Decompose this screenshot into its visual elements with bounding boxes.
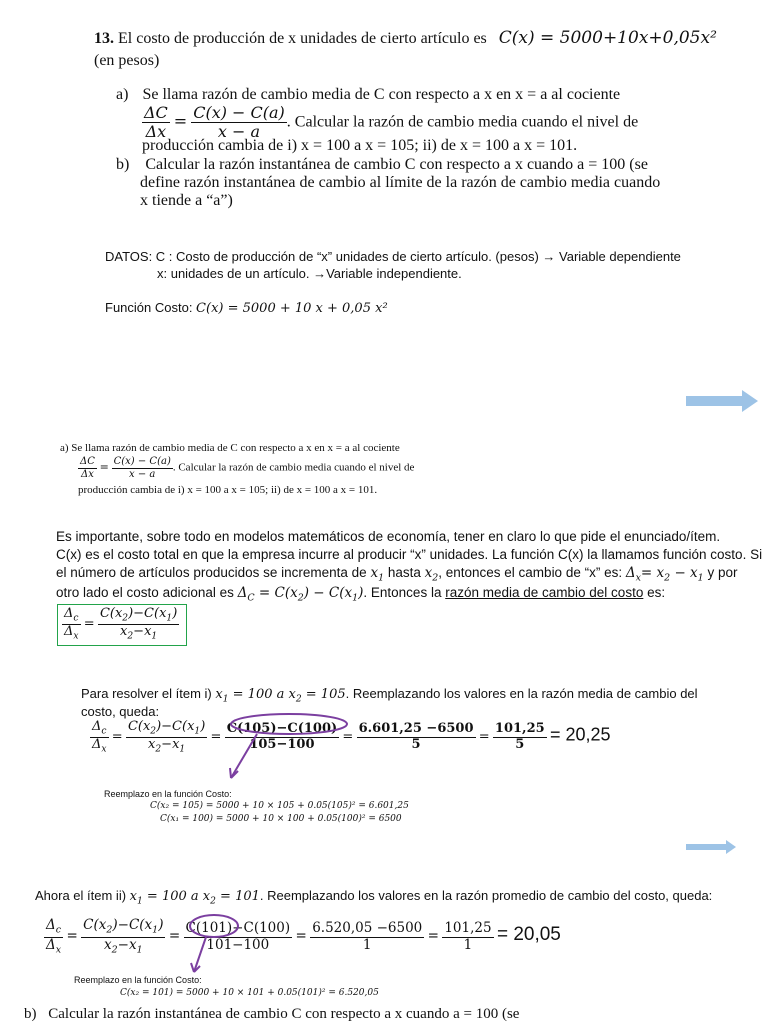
funcion-costo-expr: C(x) = 5000 + 10 x + 0,05 x² bbox=[196, 301, 388, 316]
item-i-note-title: Reemplazo en la función Costo: bbox=[104, 789, 232, 799]
cost-formula: C(x) = 5000+10x+0,05x² bbox=[498, 28, 717, 48]
units-note: (en pesos) bbox=[94, 52, 160, 69]
item-a-label: a) bbox=[116, 86, 129, 103]
item-i-note-1: C(x₂ = 105) = 5000 + 10 × 105 + 0.05(105)² = 6.601,25 bbox=[150, 801, 409, 811]
explanation-line1: Es importante, sobre todo en modelos matemáticos de economía, tener en claro lo que pide el enunciado/ítem. bbox=[56, 529, 721, 544]
excerpt-line2: $\frac{\Delta C}{\Delta x}$ = $\frac{C(x) - C(a)}{x - a}$ . Calcular la razón de cambio media cuando el nivel de bbox=[80, 456, 415, 480]
item-b-label: b) bbox=[116, 156, 130, 173]
item-ii-equation: $\frac{\Delta_c}{\Delta_x}$ = $\frac{C(x_2)-C(x_1)}{x_2-x_1}$ = $\frac{C(101)-C(100)}{101-100}$ = $\frac{6.520,05 -6500}{1}$ = $\frac{101,25}{1}$ = 20,05 bbox=[46, 917, 561, 956]
item-i-result: = 20,25 bbox=[549, 724, 611, 745]
datos-line2: x: unidades de un artículo. →Variable independiente. bbox=[157, 266, 462, 281]
item-ii-note-title: Reemplazo en la función Costo: bbox=[74, 975, 202, 985]
item-ii-step2: $\frac{101,25}{1}$ bbox=[444, 920, 492, 953]
item-i-line2: costo, queda: bbox=[81, 704, 160, 719]
highlight-circle-i bbox=[225, 712, 355, 784]
problem-intro: El costo de producción de x unidades de cierto artículo es bbox=[118, 30, 487, 47]
box-cost-fraction: $\frac{C(x_2)-C(x_1)}{x_2-x_1}$ bbox=[99, 606, 178, 642]
item-a-text: Se llama razón de cambio media de C con respecto a x en x = a al cociente bbox=[142, 86, 621, 103]
right-arrow-icon bbox=[686, 390, 758, 412]
item-i-line1: Para resolver el ítem i) $x_1 = 100$ a $x_2 = 105$. Reemplazando los valores en la razón media de cambio del bbox=[81, 686, 698, 705]
explanation-line2: C(x) es el costo total en que la empresa incurre al producir “x” unidades. La función C(x) la llamamos función costo. Si bbox=[56, 547, 763, 562]
item-a-line2: $\frac{\Delta C}{\Delta x}$ = $\frac{C(x) - C(a)}{x - a}$ . Calcular la razón de cambio media cuando el nivel de bbox=[144, 103, 639, 142]
excerpt-line1: a) Se llama razón de cambio media de C con respecto a x en x = a al cociente bbox=[60, 442, 400, 454]
right-arrow-icon bbox=[686, 840, 736, 854]
explanation-line3: el número de artículos producidos se incrementa de $x_1$ hasta $x_2$, entonces el cambio de “x” es: $\Delta_x= x_2 - x_1$ y por bbox=[56, 565, 738, 584]
item-b-line2: define razón instantánea de cambio al límite de la razón de cambio media cuando bbox=[140, 174, 661, 191]
item-ii-line1: Ahora el ítem ii) $x_1 = 100$ a $x_2 = 101$. Reemplazando los valores en la razón promedio de cambio del costo, queda: bbox=[35, 888, 713, 907]
item-ii-step1: $\frac{6.520,05 -6500}{1}$ bbox=[312, 920, 423, 953]
excerpt-delta-fraction: $\frac{\Delta C}{\Delta x}$ bbox=[80, 456, 95, 480]
average-rate-box: $\frac{\Delta_c}{\Delta_x}$ = $\frac{C(x_2)-C(x_1)}{x_2-x_1}$ bbox=[57, 604, 187, 646]
item-a-after: . Calcular la razón de cambio media cuando el nivel de bbox=[286, 113, 639, 131]
excerpt-line3: producción cambia de i) x = 100 a x = 105; ii) de x = 100 a x = 101. bbox=[78, 484, 378, 496]
item-ii-result: = 20,05 bbox=[496, 924, 561, 946]
explanation-line4: otro lado el costo adicional es $\Delta_C = C(x_2) - C(x_1)$. Entonces la razón media de cambio del costo es: bbox=[56, 585, 666, 604]
item-i-step2: $\frac{101,25}{5}$ bbox=[494, 721, 545, 753]
item-b-line1: b) Calcular la razón instantánea de cambio C con respecto a x cuando a = 100 (se bbox=[116, 156, 648, 173]
item-i-equation: $\frac{\Delta_c}{\Delta_x}$ = $\frac{C(x_2)-C(x_1)}{x_2-x_1}$ = $\frac{C(105)-C(100)}{105-100}$ = $\frac{6.601,25 -6500}{5}$ = $\frac{101,25}{5}$ = 20,25 bbox=[92, 719, 611, 755]
highlight-circle-ii bbox=[186, 912, 246, 978]
delta-ratio-fraction: $\frac{\Delta C}{\Delta x}$ bbox=[144, 103, 168, 142]
quotient-fraction: $\frac{C(x) - C(a)}{x - a}$ bbox=[193, 103, 285, 142]
razon-media-link: razón media de cambio del costo bbox=[445, 585, 644, 600]
item-ii-note-1: C(x₂ = 101) = 5000 + 10 × 101 + 0.05(101)² = 6.520,05 bbox=[120, 988, 379, 998]
bottom-item-b: b) Calcular la razón instantánea de cambio C con respecto a x cuando a = 100 (se bbox=[24, 1006, 520, 1022]
problem-number: 13. bbox=[94, 30, 114, 47]
item-b-line3: x tiende a “a”) bbox=[140, 192, 233, 209]
item-i-step1: $\frac{6.601,25 -6500}{5}$ bbox=[358, 721, 474, 753]
item-a-line3: producción cambia de i) x = 100 a x = 105; ii) de x = 100 a x = 101. bbox=[142, 137, 578, 154]
funcion-costo: Función Costo: C(x) = 5000 + 10 x + 0,05 x² bbox=[105, 300, 388, 316]
excerpt-quotient-fraction: $\frac{C(x) - C(a)}{x - a}$ bbox=[113, 456, 171, 480]
item-a-line1 bbox=[116, 86, 620, 104]
problem-title bbox=[94, 28, 717, 48]
item-i-note-2: C(x₁ = 100) = 5000 + 10 × 100 + 0.05(100)² = 6500 bbox=[160, 814, 402, 824]
item-i-substitution: $\frac{C(105)-C(100)}{105-100}$ bbox=[226, 721, 338, 753]
item-ii-substitution: $\frac{C(101)-C(100)}{101-100}$ bbox=[185, 920, 291, 953]
box-delta-fraction: $\frac{\Delta_c}{\Delta_x}$ bbox=[64, 606, 79, 642]
datos-line1: DATOS: C : Costo de producción de “x” unidades de cierto artículo. (pesos) → Variable dependiente bbox=[105, 249, 681, 264]
